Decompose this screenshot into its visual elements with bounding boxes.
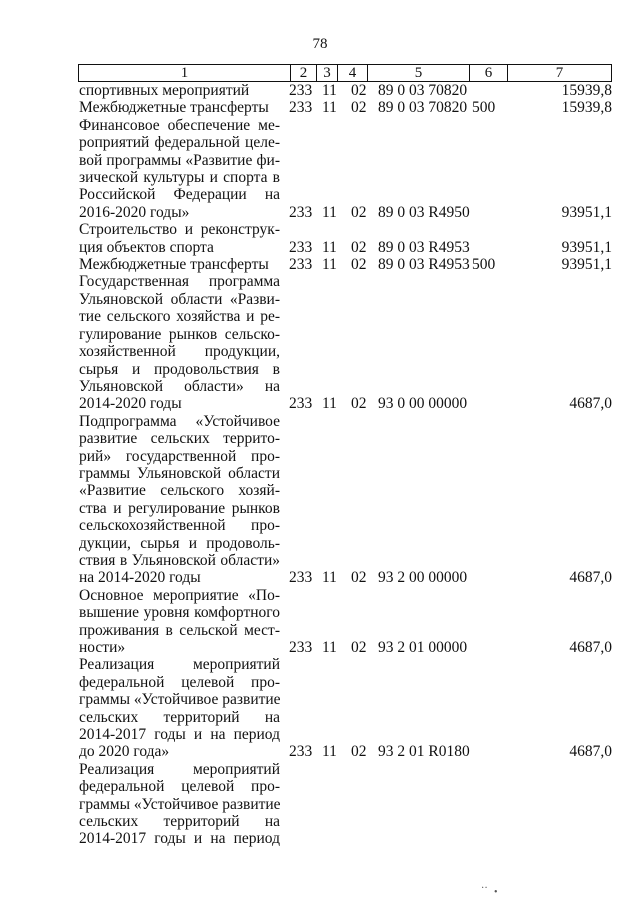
table-row [0,273,640,412]
row-name-line: развитие сельских террито- [79,430,280,448]
row-name-line: Российской Федерации на [79,186,280,204]
row-name-line: хозяйственной продукции, [79,343,280,361]
header-col-7: 7 [555,65,564,81]
table-body [0,82,640,848]
section-code: 11 [322,395,337,413]
subsection-code: 02 [351,569,367,587]
row-name-line: 2014-2020 годы [79,395,182,413]
target-code: 93 2 00 00000 [378,569,468,587]
subsection-code: 02 [351,743,367,761]
row-name-line: спортивных мероприятий [79,82,250,99]
header-col-1: 1 [79,65,291,81]
section-code: 11 [322,82,337,100]
expense-type-code: 500 [472,99,496,117]
row-name-line: вой программы «Развитие фи- [79,151,280,169]
section-code: 11 [322,99,337,117]
row-name-line: Финансовое обеспечение ме- [79,116,280,134]
row-name-line: дукции, сырья и продоволь- [79,534,280,552]
subsection-code: 02 [351,395,367,413]
admin-code: 233 [289,569,313,587]
expense-type-code: 500 [472,256,496,274]
row-name-line: федеральной целевой про- [79,673,280,691]
admin-code: 233 [289,82,313,100]
header-col-2: 2 [291,65,317,81]
page-number: 78 [312,36,328,52]
row-name-line: граммы Ульяновской области [79,464,280,482]
sum-value: 93951,1 [561,256,612,274]
header-col-4: 4 [338,65,368,81]
header-col-5: 5 [368,65,470,81]
target-code: 89 0 03 70820 [378,99,468,117]
section-code: 11 [322,743,337,761]
target-code: 89 0 03 R4950 [378,203,470,221]
row-name-line: сельских территорий на [79,708,280,726]
row-name-line: граммы «Устойчивое развитие [79,795,281,813]
sum-value: 4687,0 [569,743,612,761]
row-name-line: Ульяновской области «Разви- [79,290,280,308]
subsection-code: 02 [351,82,367,100]
admin-code: 233 [289,743,313,761]
scan-mark: • [494,887,498,898]
row-name-line: Реализация мероприятий [79,760,280,778]
row-name-line: ция объектов спорта [79,238,214,256]
sum-value: 4687,0 [569,569,612,587]
row-name-line: роприятий федеральной целе- [79,134,280,152]
row-name-line: граммы «Устойчивое развитие [79,691,281,709]
row-name-line: до 2020 года» [79,743,170,761]
sum-value: 93951,1 [561,203,612,221]
row-name-line: сельскохозяйственной про- [79,517,280,535]
table-header [78,64,612,82]
sum-value: 4687,0 [569,395,612,413]
row-name-line: Межбюджетные трансферты [79,99,269,117]
row-name-line: на 2014-2020 годы [79,569,201,587]
admin-code: 233 [289,639,313,657]
sum-value: 4687,0 [569,639,612,657]
row-name-line: тие сельского хозяйства и ре- [79,308,280,326]
row-name [79,273,280,412]
admin-code: 233 [289,238,313,256]
sum-value: 15939,8 [561,82,612,100]
table-row [0,587,640,657]
target-code: 89 0 03 R4953 [378,238,470,256]
row-name-line: Межбюджетные трансферты [79,256,269,274]
scan-mark: ․․ [481,880,488,891]
admin-code: 233 [289,99,313,117]
subsection-code: 02 [351,639,367,657]
header-col-6: 6 [470,65,508,81]
target-code: 93 0 00 00000 [378,395,468,413]
section-code: 11 [322,639,337,657]
row-name-line: вышение уровня комфортного [79,604,280,622]
row-name-line: Строительство и реконструк- [79,221,280,239]
row-name-line: зической культуры и спорта в [79,169,280,187]
admin-code: 233 [289,203,313,221]
row-name-line: Основное мероприятие «По- [79,586,280,604]
row-name-line: сырья и продовольствия в [79,360,280,378]
section-code: 11 [322,203,337,221]
section-code: 11 [322,238,337,256]
table-row [0,117,640,221]
subsection-code: 02 [351,203,367,221]
row-name-line: сельских территорий на [79,813,280,831]
target-code: 93 2 01 R0180 [378,743,470,761]
target-code: 89 0 03 70820 [378,82,468,100]
row-name-line: проживания в сельской мест- [79,621,280,639]
row-name-line: гулирование рынков сельско- [79,325,280,343]
target-code: 93 2 01 00000 [378,639,468,657]
row-name-line: «Развитие сельского хозяй- [79,482,280,500]
sum-value: 93951,1 [561,238,612,256]
row-name-line: 2014-2017 годы и на период [79,726,280,744]
header-col-3: 3 [317,65,338,81]
subsection-code: 02 [351,238,367,256]
table-row [0,656,640,760]
subsection-code: 02 [351,99,367,117]
row-name-line: ства и регулирование рынков [79,499,280,517]
table-row [0,221,640,256]
table-row [0,413,640,587]
row-name-line: ности» [79,639,126,656]
row-name-line: 2014-2017 годы и на период [79,830,280,848]
row-name-line: Подпрограмма «Устойчивое [79,412,280,430]
row-name-line: Ульяновской области» на [79,377,280,395]
admin-code: 233 [289,395,313,413]
section-code: 11 [322,569,337,587]
row-name-line: федеральной целевой про- [79,778,280,796]
target-code: 89 0 03 R4953 [378,256,470,274]
row-name-line: Реализация мероприятий [79,656,280,674]
table-row [0,82,640,99]
table-row [0,761,640,848]
sum-value: 15939,8 [561,99,612,117]
row-name [79,413,280,587]
table-row [0,256,640,273]
row-name-line: рий» государственной про- [79,447,280,465]
subsection-code: 02 [351,256,367,274]
table-row [0,99,640,116]
section-code: 11 [322,256,337,274]
row-name-line: 2016-2020 годы» [79,203,190,221]
admin-code: 233 [289,256,313,274]
row-name-line: Государственная программа [79,273,280,291]
row-name-line: ствия в Ульяновской области» [79,551,280,569]
